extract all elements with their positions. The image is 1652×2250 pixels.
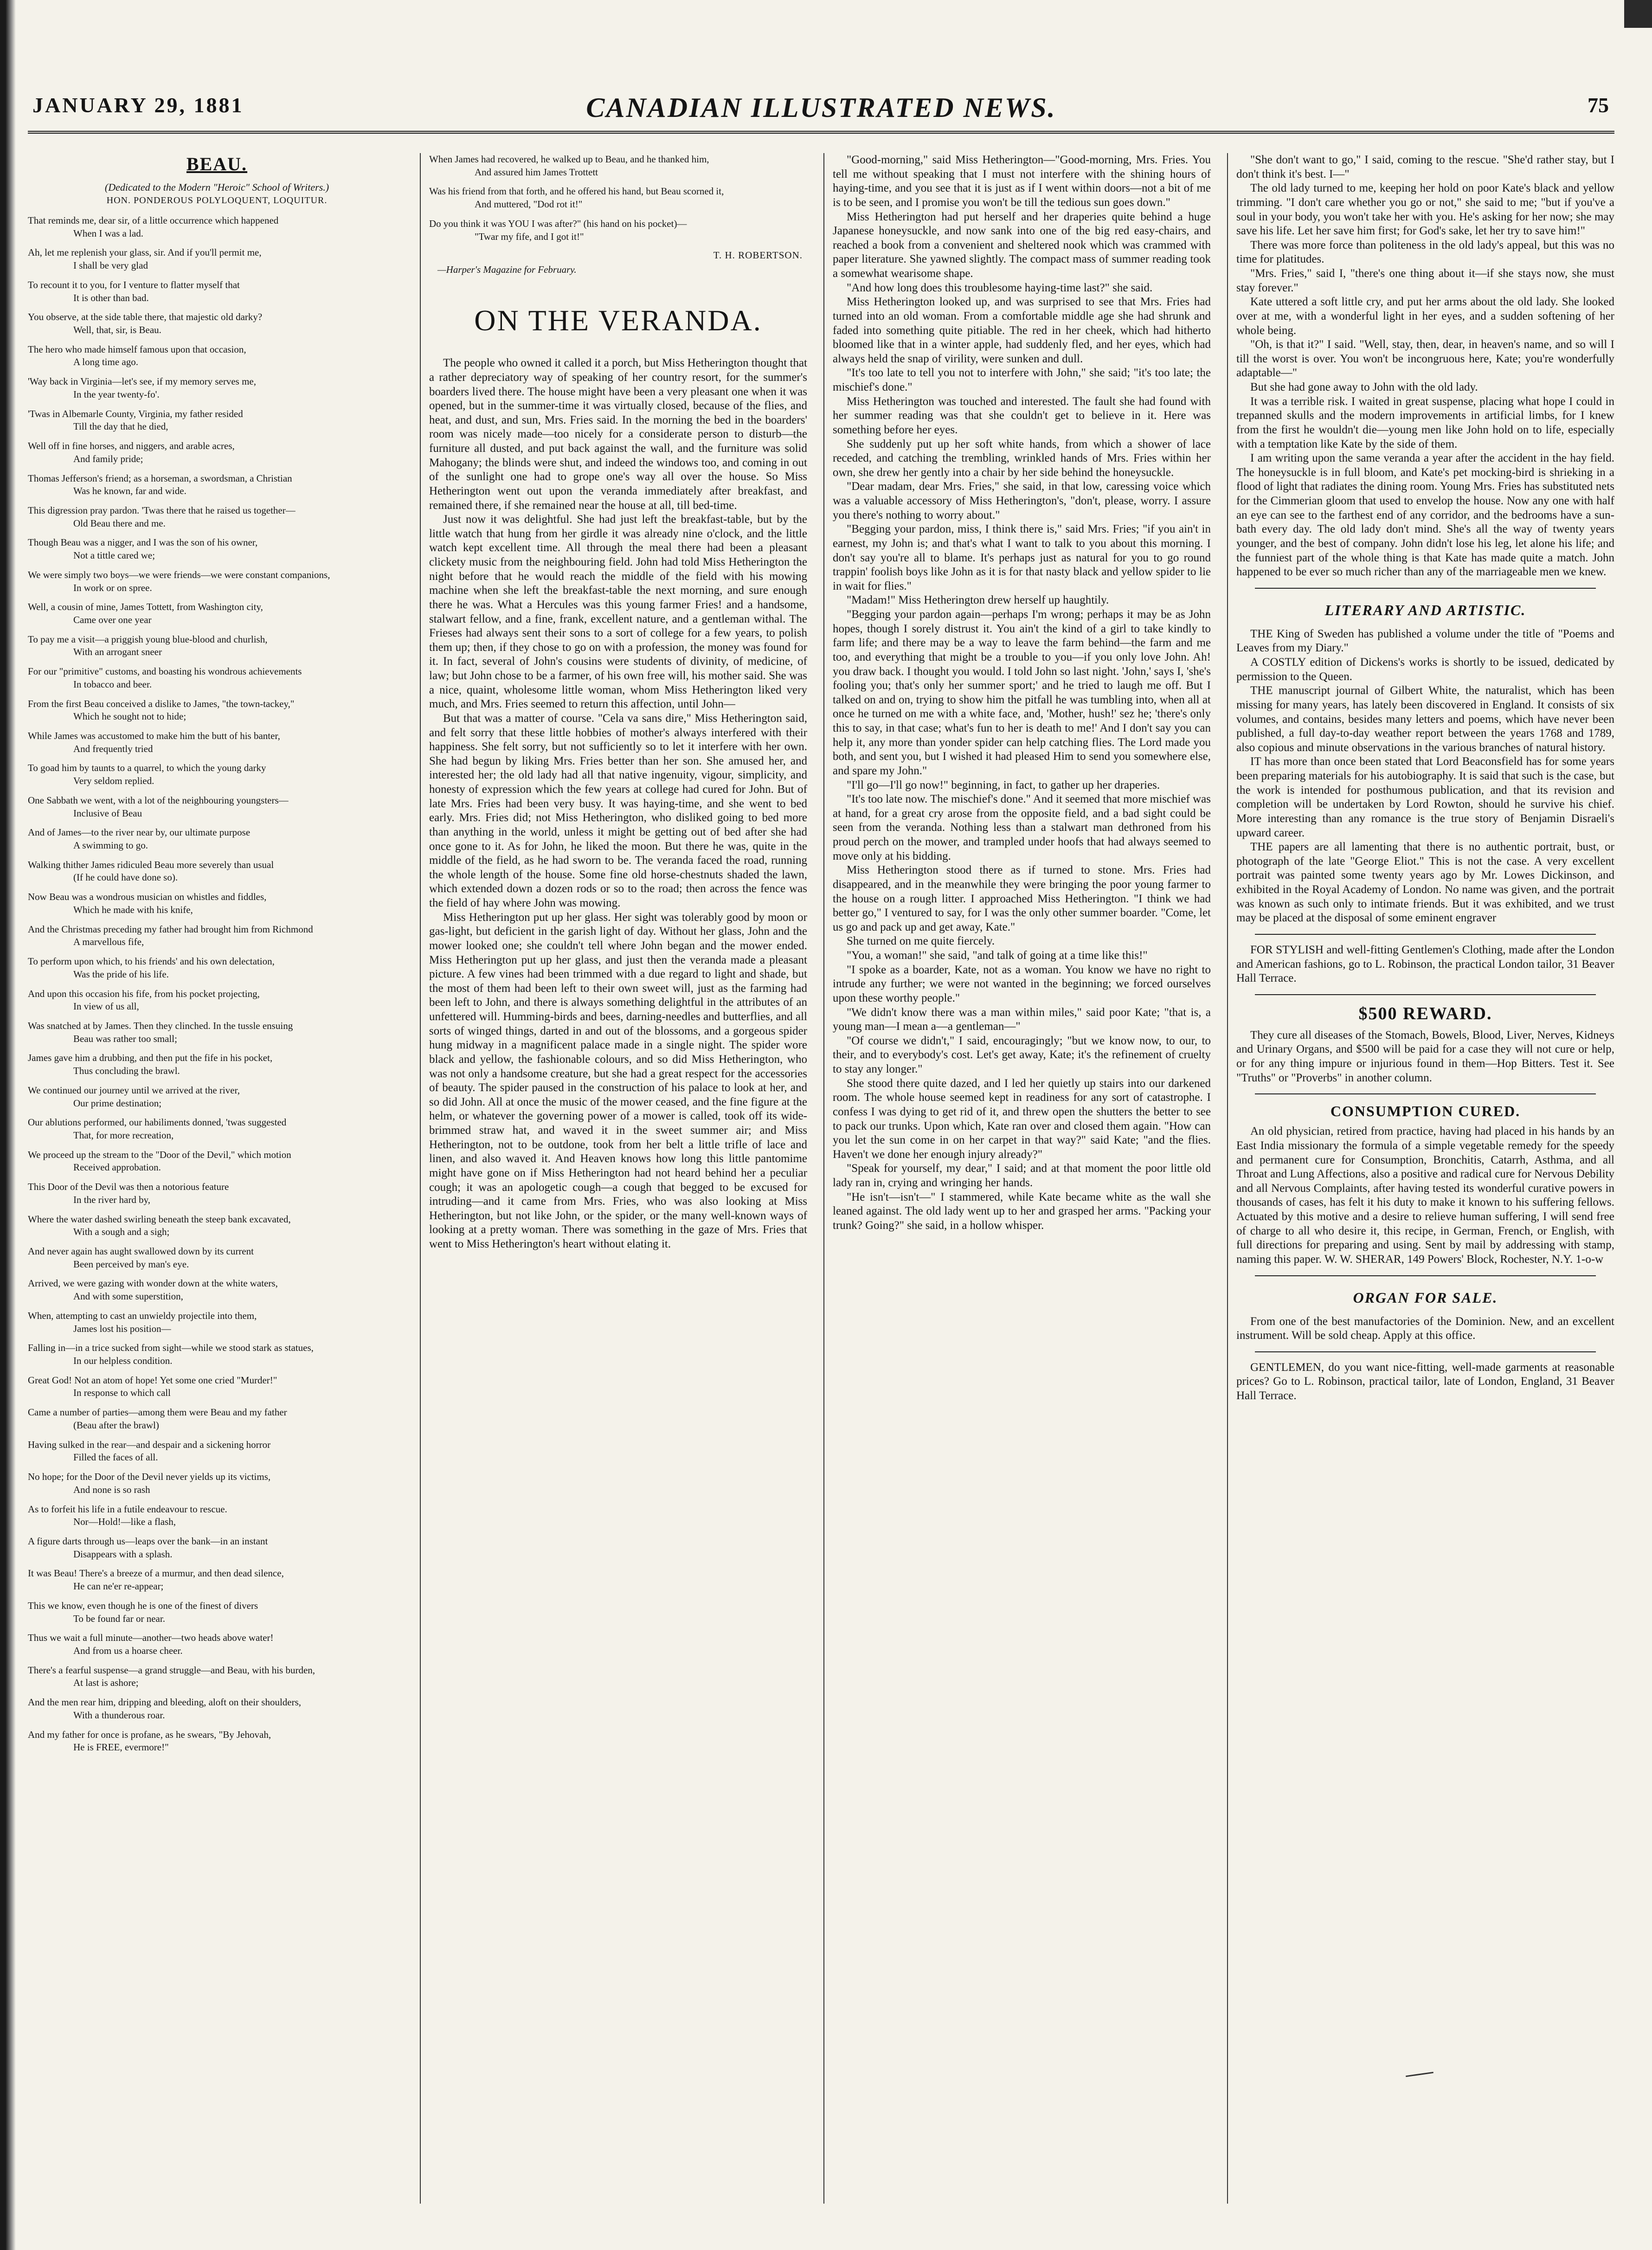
paragraph: "Begging your pardon again—perhaps I'm wrong; perhaps it may be as John hopes, though I sorely distrust it. You ain't the kind of a girl to take kindly to farm life; and there may be a way to leave the farm behind—the farm and me too, and everything that might be a trouble to you—if you only love John. Ah! you draw back. I thought you would. I told John so last night. 'John,' says I, 'she's fooling you; that's only her summer sport;' and he tried to laugh me off. But I talked on and on, trying to show him the pitfall he was tumbling into, when all at once he turned on me with a white face, and, 'Mother, hush!' sez he; 'there's only this to say, in that case; what's fun to her is death to me!' And I don't say you can help it, any more than yonder spider can help catching flies. The Lord made you both, and sent you, but I wished it had pleased Him to send you somewhere else, and spare my John.": [833, 608, 1211, 777]
poem-line: (Beau after the brawl): [73, 1419, 159, 1431]
paragraph: "Madam!" Miss Hetherington drew herself up haughtily.: [847, 594, 1109, 607]
literary-section-title: LITERARY AND ARTISTIC.: [1324, 601, 1526, 618]
poem-stanza: [28, 246, 406, 272]
poem-stanza: [28, 955, 406, 981]
poem-line: Was his friend from that forth, and he offered his hand, but Beau scorned it,: [429, 186, 724, 197]
paragraph: THE manuscript journal of Gilbert White, the naturalist, which has been missing for many years, has lately been discovered in England. It consists of six volumes, and contains, besides many letters and poems, which have never been published, a full day-to-day weather report between the years 1768 and 1789, also copious and minute observations in the various branches of natural history.: [1236, 684, 1614, 754]
poem-line: Our ablutions performed, our habiliments donned, 'twas suggested: [28, 1117, 287, 1128]
poem-stanza: [28, 1181, 406, 1206]
poem-body: [28, 214, 406, 1754]
poem-line: Was snatched at by James. Then they clinched. In the tussle ensuing: [28, 1020, 293, 1031]
poem-line: In our helpless condition.: [73, 1355, 173, 1367]
poem-line: No hope; for the Door of the Devil never yields up its victims,: [28, 1471, 271, 1483]
poem-line: And the men rear him, dripping and bleeding, aloft on their shoulders,: [28, 1697, 302, 1708]
poem-stanza: [28, 311, 406, 336]
column-rule: [1227, 153, 1228, 2204]
story-title: ON THE VERANDA.: [474, 304, 762, 337]
poem-line: Thomas Jefferson's friend; as a horseman, a swordsman, a Christian: [28, 472, 292, 484]
paragraph: "We didn't know there was a man within miles," said poor Kate; "that is, a young man—I mean a—a gentleman—": [833, 1006, 1211, 1033]
poem-line: Inclusive of Beau: [73, 807, 142, 819]
poem-line: (If he could have done so).: [73, 872, 178, 883]
poem-line: Great God! Not an atom of hope! Yet some one cried "Murder!": [28, 1374, 277, 1386]
newspaper-title: CANADIAN ILLUSTRATED NEWS.: [586, 92, 1056, 123]
story-text-end: [1236, 153, 1614, 579]
paragraph: "And how long does this troublesome haying-time last?" she said.: [847, 281, 1153, 294]
poem-line: A long time ago.: [73, 356, 138, 368]
reward-ad-title: $500 REWARD.: [1358, 1003, 1492, 1023]
section-rule: [1255, 1275, 1596, 1276]
poem-line: For our "primitive" customs, and boasting his wondrous achievements: [28, 666, 302, 677]
poem-line: At last is ashore;: [73, 1677, 139, 1689]
paragraph: THE King of Sweden has published a volume under the title of "Poems and Leaves from my Diary.": [1236, 627, 1614, 655]
paragraph: "Begging your pardon, miss, I think there is," said Mrs. Fries; "if you ain't in earnest, my John is; and that's what I want to talk to you about this morning. I don't say you're all to blame. It's perhaps just as natural for you to go round trappin' foolish boys like John as it is for that nasty black and yellow spider to lie in wait for flies.": [833, 523, 1211, 592]
poem-stanza: [28, 1374, 406, 1400]
paragraph: "He isn't—isn't—" I stammered, while Kate became white as the wall she leaned against. The old lady went up to her and grasped her arms. "Packing your trunk? Going?" she said, in a hollow whisper.: [833, 1190, 1211, 1232]
poem-line: In work or on spree.: [73, 582, 152, 593]
poem-line: Came over one year: [73, 614, 152, 625]
poem-line: Thus concluding the brawl.: [73, 1065, 180, 1077]
poem-stanza: [429, 218, 807, 243]
paragraph: She suddenly put up her soft white hands, from which a shower of lace receded, and catching the trembling, wrinkled hands of Mrs. Fries within her own, she drew her gently into a chair by her side behind the honeysuckle.: [833, 437, 1211, 479]
poem-line: Disappears with a splash.: [73, 1548, 173, 1560]
poem-stanza: [28, 826, 406, 852]
poem-stanza: [28, 730, 406, 755]
paragraph: She turned on me quite fiercely.: [847, 935, 995, 948]
poem-line: And frequently tried: [73, 743, 153, 754]
poem-line: To be found far or near.: [73, 1613, 165, 1624]
issue-date: JANUARY 29, 1881: [32, 93, 244, 117]
poem-line: In tobacco and beer.: [73, 678, 152, 690]
poem-stanza: [28, 1664, 406, 1690]
paragraph: I am writing upon the same veranda a year after the accident in the hay field. The honeysuckle is in full bloom, and Kate's pet mocking-bird is shrieking in a flood of light that radiates the dining room. Young Mrs. Fries has substituted nets for the Cimmerian gloom that used to envelop the house. Now any one with half an eye can see to the farthest end of any corridor, and the bedrooms have a sun-bath every day. The old lady don't mind. She's all the way of twenty years younger, and the best of company. John didn't lose his leg, let alone his life; and the funniest part of the whole thing is that Kate has made quite a match. John happened to be ever so much richer than any of the marriageable men we knew.: [1236, 452, 1614, 579]
section-rule: [1255, 934, 1596, 935]
paragraph: "Mrs. Fries," said I, "there's one thing about it—if she stays now, she must stay forever.": [1236, 267, 1614, 294]
page-corner-shadow: [1624, 0, 1652, 28]
poem-line: Ah, let me replenish your glass, sir. And if you'll permit me,: [28, 247, 262, 258]
poem-stanza: [28, 343, 406, 369]
masthead: [28, 88, 1614, 139]
poem-line: Nor—Hold!—like a flash,: [73, 1516, 176, 1528]
poem-stanza: [28, 1277, 406, 1303]
poem-line: There's a fearful suspense—a grand struggle—and Beau, with his burden,: [28, 1664, 315, 1676]
poem-line: In the year twenty-fo'.: [73, 388, 160, 400]
gentlemen-ad-text: GENTLEMEN, do you want nice-fitting, well-made garments at reasonable prices? Go to L. Robinson, practical tailor, late of London, England, 31 Beaver Hall Terrace.: [1236, 1361, 1614, 1402]
column-3: [833, 153, 1211, 2204]
poem-line: This we know, even though he is one of the finest of divers: [28, 1600, 258, 1611]
poem-stanza: [429, 185, 807, 211]
poem-body-continued: [429, 153, 807, 243]
poem-line: A swimming to go.: [73, 840, 148, 851]
poem-line: To goad him by taunts to a quarrel, to which the young darky: [28, 762, 266, 774]
poem-stanza: [28, 214, 406, 240]
organ-ad-text: From one of the best manufactories of the Dominion. New, and an excellent instrument. Will be sold cheap. Apply at this office.: [1236, 1315, 1614, 1342]
story-text-continued: [833, 153, 1211, 1233]
poem-line: It was Beau! There's a breeze of a murmur, and then dead silence,: [28, 1568, 284, 1579]
poem-line: In view of us all,: [73, 1001, 139, 1012]
paragraph: There was more force than politeness in the old lady's appeal, but this was no time for platitudes.: [1236, 238, 1614, 266]
poem-line: Received approbation.: [73, 1162, 161, 1173]
poem-line: To pay me a visit—a priggish young blue-blood and churlish,: [28, 633, 268, 645]
consumption-ad-text: An old physician, retired from practice, having had placed in his hands by an East India missionary the formula of a simple vegetable remedy for the speedy and permanent cure for Consumption, Bronchitis, Catarrh, Asthma, and all Throat and Lung Affections, also a positive and radical cure for Nervous Debility and all Nervous Complaints, after having tested its wonderful curative powers in thousands of cases, has felt it his duty to make it known to his suffering fellows. Actuated by this motive and a desire to relieve human suffering, I will send free of charge to all who desire it, this recipe, in German, French, or English, with full directions for preparing and using. Sent by mail by addressing with stamp, naming this paper. W. W. SHERAR, 149 Powers' Block, Rochester, N.Y. 1-o-w: [1236, 1125, 1614, 1266]
consumption-ad-title: CONSUMPTION CURED.: [1330, 1103, 1521, 1120]
poem-stanza: [28, 1116, 406, 1142]
paragraph: "Dear madam, dear Mrs. Fries," she said, in that low, caressing voice which was a valuable accessory of Miss Hetherington's, "don't, please, worry. I assure you there's nothing to worry about.": [833, 480, 1211, 521]
poem-stanza: [28, 891, 406, 916]
paragraph: But that was a matter of course. "Cela va sans dire," Miss Hetherington said, and felt sorry that these little hobbies of mother's always interfered with their happiness. She felt sorry, but not sufficiently so to let it interfere with her own. She had begun by liking Mrs. Fries better than her son. She amused her, and interested her; the old lady had all that native ingenuity, vigour, simplicity, and honesty of expression which the few years at college had cured for John. But of late Mrs. Fries had been very busy. It was haying-time, and she went to bed early. Mrs. Fries did; not Miss Hetherington, who disliked going to bed more than anything in the world, unless it might be getting out of bed after she had once gone to it. As for John, he liked the moon. But there he was, quite in the middle of the field, as he had sworn to be. The veranda faced the road, running the whole length of the house. Some fine old horse-chestnuts shaded the lawn, which extended down a dozen rods or so to the road; then across the fence was the field of hay where John was mowing.: [429, 712, 807, 910]
section-rule: [1255, 994, 1596, 995]
poem-line: And with some superstition,: [73, 1291, 183, 1302]
poem-stanza: [28, 1632, 406, 1657]
poem-stanza: [28, 375, 406, 401]
poem-line: Been perceived by man's eye.: [73, 1258, 189, 1270]
poem-line: When James had recovered, he walked up to Beau, and he thanked him,: [429, 154, 709, 165]
poem-line: Now Beau was a wondrous musician on whistles and fiddles,: [28, 891, 267, 903]
poem-line: Very seldom replied.: [73, 775, 154, 787]
poem-line: We proceed up the stream to the "Door of the Devil," which motion: [28, 1149, 291, 1160]
poem-stanza: [28, 1729, 406, 1754]
poem-line: As to forfeit his life in a futile endeavour to rescue.: [28, 1503, 227, 1515]
poem-signature: T. H. ROBERTSON.: [713, 250, 803, 261]
poem-line: When, attempting to cast an unwieldy projectile into them,: [28, 1310, 257, 1321]
paragraph: Miss Hetherington looked up, and was surprised to see that Mrs. Fries had turned into an old woman. From a comfortable middle age she had shrunk and faded into something quite pitiable. The red in her cheek, which had hitherto bloomed like that in a winter apple, had suddenly fled, and her eyes, which had always held the snap of virility, were sunken and dull.: [833, 296, 1211, 365]
poem-line: James lost his position—: [73, 1323, 171, 1334]
poem-line: With a thunderous roar.: [73, 1709, 165, 1721]
poem-line: Arrived, we were gazing with wonder down at the white waters,: [28, 1278, 278, 1289]
poem-stanza: [28, 988, 406, 1013]
poem-line: That reminds me, dear sir, of a little occurrence which happened: [28, 215, 279, 226]
poem-stanza: [28, 440, 406, 465]
column-2: [429, 153, 807, 2204]
poem-line: From the first Beau conceived a dislike to James, "the town-tackey,": [28, 698, 295, 709]
poem-line: We continued our journey until we arrived at the river,: [28, 1084, 240, 1096]
poem-line: And of James—to the river near by, our ultimate purpose: [28, 827, 251, 838]
section-rule: [1255, 1093, 1596, 1094]
poem-stanza: [28, 1471, 406, 1496]
poem-stanza: [429, 153, 807, 179]
paragraph: A COSTLY edition of Dickens's works is shortly to be issued, dedicated by permission to the Queen.: [1236, 656, 1614, 683]
section-rule: [1255, 1351, 1596, 1352]
paragraph: "Oh, is that it?" I said. "Well, stay, then, dear, in heaven's name, and so will I till the worst is over. You won't be incongruous here, Kate; you're wonderfully adaptable—": [1236, 338, 1614, 379]
poem-stanza: [28, 794, 406, 820]
page-number: 75: [1588, 93, 1609, 117]
column-rule: [420, 153, 421, 2204]
paragraph: She stood there quite dazed, and I led her quietly up stairs into our darkened room. The whole house seemed kept in readiness for any sort of catastrophe. I confess I was dying to get rid of it, and threw open the shutters the better to see to pack our trunks. Upon which, Kate ran over and closed them again. "How can you let the sun come in on her carpet in that way?" said Kate; "and the flies. Haven't we done her enough injury already?": [833, 1077, 1211, 1161]
clothing-ad: FOR STYLISH and well-fitting Gentlemen's Clothing, made after the London and American fashions, go to L. Robinson, the practical London tailor, 31 Beaver Hall Terrace.: [1236, 943, 1614, 985]
poem-dedication: (Dedicated to the Modern "Heroic" School of Writers.): [104, 181, 329, 193]
poem-stanza: [28, 859, 406, 884]
paragraph: IT has more than once been stated that Lord Beaconsfield has for some years been preparing materials for his autobiography. It is said that such is the case, but the work is intended for posthumous publication, and that its revision and completion will be undertaken by Lord Rowton, should he survive his chief. More interesting than any romance is the true story of Benjamin Disraeli's upward career.: [1236, 755, 1614, 839]
paragraph: "It's too late now. The mischief's done." And it seemed that more mischief was at hand, for a great cry arose from the opposite field, and a bad sight could be seen from the veranda. Nothing less than a stalwart man dethroned from his proud perch on the mower, and trampled under hoofs that had always seemed to move only at his bidding.: [833, 793, 1211, 862]
poem-line: Our prime destination;: [73, 1097, 162, 1109]
column-4: [1236, 153, 1614, 2204]
paragraph: Miss Hetherington had put herself and her draperies quite behind a huge Japanese honeysuckle, and now sank into one of the big red easy-chairs, and reached a book from a convenient and sheltered nook which was crammed with paper literature. She yawned slightly. The compact mass of summer reading took a somewhat wearisome shape.: [833, 210, 1211, 280]
poem-line: With a sough and a sigh;: [73, 1226, 170, 1238]
poem-stanza: [28, 504, 406, 530]
poem-line: Falling in—in a trice sucked from sight—while we stood stark as statues,: [28, 1342, 314, 1354]
poem-line: Well off in fine horses, and niggers, and arable acres,: [28, 440, 235, 452]
poem-line: Filled the faces of all.: [73, 1452, 158, 1463]
poem-line: One Sabbath we went, with a lot of the neighbouring youngsters—: [28, 794, 289, 806]
poem-line: While James was accustomed to make him the butt of his banter,: [28, 730, 280, 741]
poem-stanza: [28, 1213, 406, 1239]
page-binding-edge: [0, 0, 16, 2250]
poem-line: Walking thither James ridiculed Beau more severely than usual: [28, 859, 274, 870]
poem-stanza: [28, 1439, 406, 1464]
paragraph: The people who owned it called it a porch, but Miss Hetherington thought that a rather depreciatory way of speaking of her country resort, for the summer's boarders lived there. The house might have been a very pleasant one when it was opened, but in the summer-time it was virtually closed, because of the flies, and heat, and dust, and sun, Mrs. Fries said. In the morning the bed in the boarders' room was nicely made—too nicely for a considerate person to disturb—the furniture all dusted, and put back against the wall, and the furniture was solid Mahogany; the blinds were shut, and indeed the windows too, and coming in out of the sunlight one had to grope one's way all over the house. So Miss Hetherington went out upon the veranda immediately after breakfast, and remained there, if she remained near the house at all, till bed-time.: [429, 357, 807, 512]
poem-title: BEAU.: [186, 154, 248, 174]
poem-line: 'Twas in Albemarle County, Virginia, my father resided: [28, 408, 243, 419]
poem-line: Where the water dashed swirling beneath the steep bank excavated,: [28, 1213, 291, 1225]
masthead-rule: [28, 131, 1614, 134]
poem-line: Well, a cousin of mine, James Tottett, from Washington city,: [28, 601, 263, 613]
poem-stanza: [28, 1245, 406, 1271]
poem-stanza: [28, 633, 406, 659]
poem-line: Do you think it was YOU I was after?" (his hand on his pocket)—: [429, 218, 687, 229]
poem-line: James gave him a drubbing, and then put the fife in his pocket,: [28, 1052, 273, 1064]
column-rule: [823, 153, 824, 2204]
poem-stanza: [28, 923, 406, 949]
poem-line: In the river hard by,: [73, 1194, 150, 1205]
poem-line: Though Beau was a nigger, and I was the son of his owner,: [28, 537, 258, 548]
poem-line: Not a tittle cared we;: [73, 550, 155, 561]
paragraph: "Speak for yourself, my dear," I said; and at that moment the poor little old lady ran in, crying and wringing her hands.: [833, 1162, 1211, 1189]
poem-line: This Door of the Devil was then a notorious feature: [28, 1181, 229, 1193]
poem-stanza: [28, 1020, 406, 1045]
poem-line: Was he known, far and wide.: [73, 485, 186, 497]
poem-line: And never again has aught swallowed down by its current: [28, 1246, 254, 1257]
poem-line: Well, that, sir, is Beau.: [73, 324, 161, 336]
poem-stanza: [28, 601, 406, 626]
paragraph: THE papers are all lamenting that there is no authentic portrait, bust, or photograph of the late "George Eliot." This is not the case. A very excellent portrait was painted some twenty years ago by Mr. Lowes Dickinson, and exhibited in the Royal Academy of London. No name was given, and the portrait was known as such only to intimate friends. But it was exhibited, and we trust may be placed at the disposal of some eminent engraver: [1236, 841, 1614, 925]
paragraph: "It's too late to tell you not to interfere with John," she said; "it's too late; the mischief's done.": [833, 366, 1211, 393]
poem-line: In response to which call: [73, 1387, 171, 1399]
paragraph: It was a terrible risk. I waited in great suspense, placing what hope I could in trepanned skulls and the modern improvements in artificial limbs, for I knew from the first he wouldn't die—young men like John hold on to life, especially with a temptation like Kate by the side of them.: [1236, 395, 1614, 450]
poem-line: And the Christmas preceding my father had brought him from Richmond: [28, 923, 313, 935]
paragraph: Miss Hetherington stood there as if turned to stone. Mrs. Fries had disappeared, and in the meanwhile they were bringing the poor young farmer to the house on a rough litter. I approached Miss Hetherington. "I think we had better go," I ventured to say, for I was the only other summer boarder. "Come, let us go and pack up and get away, Kate.": [833, 864, 1211, 933]
poem-line: He is FREE, evermore!": [73, 1742, 169, 1753]
poem-line: And family pride;: [73, 453, 143, 464]
poem-line: Which he made with his knife,: [73, 904, 193, 915]
poem-line: And from us a hoarse cheer.: [73, 1645, 183, 1656]
poem-line: 'Way back in Virginia—let's see, if my memory serves me,: [28, 376, 256, 387]
poem-stanza: [28, 1342, 406, 1367]
poem-line: When I was a lad.: [73, 227, 144, 239]
poem-stanza: [28, 408, 406, 433]
paragraph: Just now it was delightful. She had just left the breakfast-table, but by the little watch that hung from her girdle it was already nine o'clock, and the little watch kept excellent time. All through the meal there had been a pleasant clickety music from the neighbouring field. John had told Miss Hetherington the night before that he would reach the middle of the field with his mowing machine when she left the breakfast-table the next morning, and sure enough there he was. What a Hercules was this young farmer Fries! and a handsome, stalwart fellow, and a fine, frank, excellent nature, and a gentleman withal. The Frieses had always sent their sons to a sort of college for a few years, to polish them up; then, if they chose to go on with a profession, the money was found for it. In fact, several of John's cousins were students of divinity, of medicine, of law; but John chose to be a farmer, of his own free will, his mother said. She was a nice, quaint, wholesome little woman, whom Miss Hetherington liked very much, and Mrs. Fries seemed to return this affection, until John—: [429, 513, 807, 711]
poem-stanza: [28, 1084, 406, 1110]
poem-line: And my father for once is profane, as he swears, "By Jehovah,: [28, 1729, 271, 1740]
poem-stanza: [28, 472, 406, 498]
organ-ad-title: ORGAN FOR SALE.: [1353, 1289, 1498, 1306]
poem-stanza: [28, 1149, 406, 1174]
column-1: [28, 153, 406, 2204]
poem-line: Old Beau there and me.: [73, 517, 166, 529]
poem-stanza: [28, 569, 406, 594]
poem-line: And upon this occasion his fife, from his pocket projecting,: [28, 988, 260, 999]
paragraph: Miss Hetherington put up her glass. Her sight was tolerably good by moon or gas-light, but deficient in the garish light of day. Without her glass, John and the mower looked one; she couldn't tell where John began and the mower ended. Miss Hetherington put up her glass, and just then the veranda made a pleasant picture. A few vines had been trimmed with a due regard to light and shade, but the most of them had been left to their own sweet will, just as the farming had been left to John, and there is always something delightful in the attributes of an unfettered will. Humming-birds and bees, darning-needles and butterflies, and all sorts of winged things, darted in and out of the blossoms, and a gorgeous spider hung midway in a magnificent palace made in a single night. The spider wore black and yellow, the fashionable colours, and so did Miss Hetherington, who was not only a handsome creature, but she had a great respect for the accessories of beauty. The spider paused in the construction of his palace to look at her, and so did John. All at once the music of the mower ceased, and the fine figure at the helm, or whatever the governing power of a mower is called, took off its wide-brimmed straw hat, and waved it in the sweet summer air; and Miss Hetherington, not to be outdone, took from her belt a little trifle of lace and linen, and also waved it. And Heaven knows how long this little pantomime might have gone on if Miss Hetherington had not heard behind her a peculiar cough; it was an apologetic cough—a cough that begged to be excused for intruding—and it came from Mrs. Fries, who was also looking at Miss Hetherington, but not like John, or the spider, or the many well-known ways of looking at a pretty woman. There was something in the gaze of Mrs. Fries that went to Miss Hetherington's heart without elating it.: [429, 911, 807, 1251]
story-text: [429, 356, 807, 1251]
paragraph: "She don't want to go," I said, coming to the rescue. "She'd rather stay, but I don't think it's best. I—": [1236, 154, 1614, 180]
poem-line: Was the pride of his life.: [73, 968, 169, 980]
poem-line: We were simply two boys—we were friends—we were constant companions,: [28, 569, 330, 580]
poem-line: Came a number of parties—among them were Beau and my father: [28, 1407, 287, 1418]
poem-line: A marvellous fife,: [73, 936, 144, 948]
poem-line: It is other than bad.: [73, 292, 149, 303]
poem-line: And assured him James Trottett: [475, 166, 598, 178]
section-rule: [1255, 588, 1596, 589]
poem-line: "Twar my fife, and I got it!": [475, 231, 584, 242]
poem-line: Till the day that he died,: [73, 421, 168, 432]
poem-line: Beau was rather too small;: [73, 1033, 177, 1044]
poem-line: A figure darts through us—leaps over the bank—in an instant: [28, 1535, 268, 1547]
paragraph: "Of course we didn't," I said, encouragingly; "but we know now, to our, to their, and to everybody's cost. Let's get away, Kate; it's the refinement of cruelty to stay any longer.": [833, 1034, 1211, 1075]
poem-stanza: [28, 1696, 406, 1722]
paragraph: "I'll go—I'll go now!" beginning, in fact, to gather up her draperies.: [847, 778, 1160, 791]
poem-line: I shall be very glad: [73, 260, 148, 271]
paragraph: Kate uttered a soft little cry, and put her arms about the old lady. She looked over at me, with a wonderful light in her eyes, and a sudden softening of her whole being.: [1236, 296, 1614, 337]
poem-line: That, for more recreation,: [73, 1129, 174, 1141]
reward-ad-text: They cure all diseases of the Stomach, Bowels, Blood, Liver, Nerves, Kidneys and Urinary Organs, and $500 will be paid for a case they will not cure or help, or for any thing impure or injurious found in them—Hop Bitters. Test it. See "Truths" or "Proverbs" in another column.: [1236, 1029, 1614, 1084]
paragraph: "I spoke as a boarder, Kate, not as a woman. You know we have no right to intrude any further; we were not wanted in the beginning; we forced ourselves upon these worthy people.": [833, 963, 1211, 1004]
poem-stanza: [28, 1310, 406, 1335]
paragraph: "Good-morning," said Miss Hetherington—"Good-morning, Mrs. Fries. You tell me without speaking that I must not interfere with the shining hours of haying-time, and you see that it is just as if I went within doors—not a bit of me is to be seen, and I promise you won't be till the tedious sun goes down.": [833, 154, 1211, 209]
poem-line: You observe, at the side table there, that majestic old darky?: [28, 311, 263, 323]
poem-line: To perform upon which, to his friends' and his own delectation,: [28, 956, 275, 967]
poem-stanza: [28, 698, 406, 723]
paragraph: The old lady turned to me, keeping her hold on poor Kate's black and yellow trimming. "I don't care whether you go or not," she said to me; "but if you've a soul in your body, you won't take her with you. He's asking for her now; she may save his life. Let her save him first; for God's sake, let her try to save him!": [1236, 182, 1614, 238]
poem-line: Which he sought not to hide;: [73, 711, 186, 722]
paragraph: Miss Hetherington was touched and interested. The fault she had found with her summer reading was that she couldn't get to believe in it. Here was something before her eyes.: [833, 395, 1211, 436]
poem-byline: HON. PONDEROUS POLYLOQUENT, LOQUITUR.: [106, 195, 328, 206]
poem-line: With an arrogant sneer: [73, 646, 162, 658]
paragraph: "You, a woman!" she said, "and talk of going at a time like this!": [847, 949, 1148, 962]
poem-line: The hero who made himself famous upon that occasion,: [28, 343, 246, 355]
poem-line: He can ne'er re-appear;: [73, 1581, 164, 1592]
poem-stanza: [28, 1535, 406, 1561]
poem-stanza: [28, 1406, 406, 1432]
poem-stanza: [28, 536, 406, 562]
poem-stanza: [28, 279, 406, 304]
poem-line: And none is so rash: [73, 1484, 150, 1495]
poem-stanza: [28, 1052, 406, 1077]
poem-stanza: [28, 1503, 406, 1529]
paragraph: But she had gone away to John with the old lady.: [1250, 381, 1478, 393]
poem-line: And muttered, "Dod rot it!": [475, 199, 583, 210]
literary-items: [1236, 627, 1614, 926]
poem-line: Having sulked in the rear—and despair and a sickening horror: [28, 1439, 271, 1450]
poem-source: —Harper's Magazine for February.: [437, 264, 577, 276]
poem-line: To recount it to you, for I venture to flatter myself that: [28, 279, 240, 290]
poem-line: This digression pray pardon. 'Twas there that he raised us together—: [28, 504, 296, 516]
poem-stanza: [28, 665, 406, 691]
poem-stanza: [28, 1600, 406, 1625]
poem-stanza: [28, 1567, 406, 1593]
poem-stanza: [28, 762, 406, 787]
poem-line: Thus we wait a full minute—another—two heads above water!: [28, 1632, 274, 1644]
